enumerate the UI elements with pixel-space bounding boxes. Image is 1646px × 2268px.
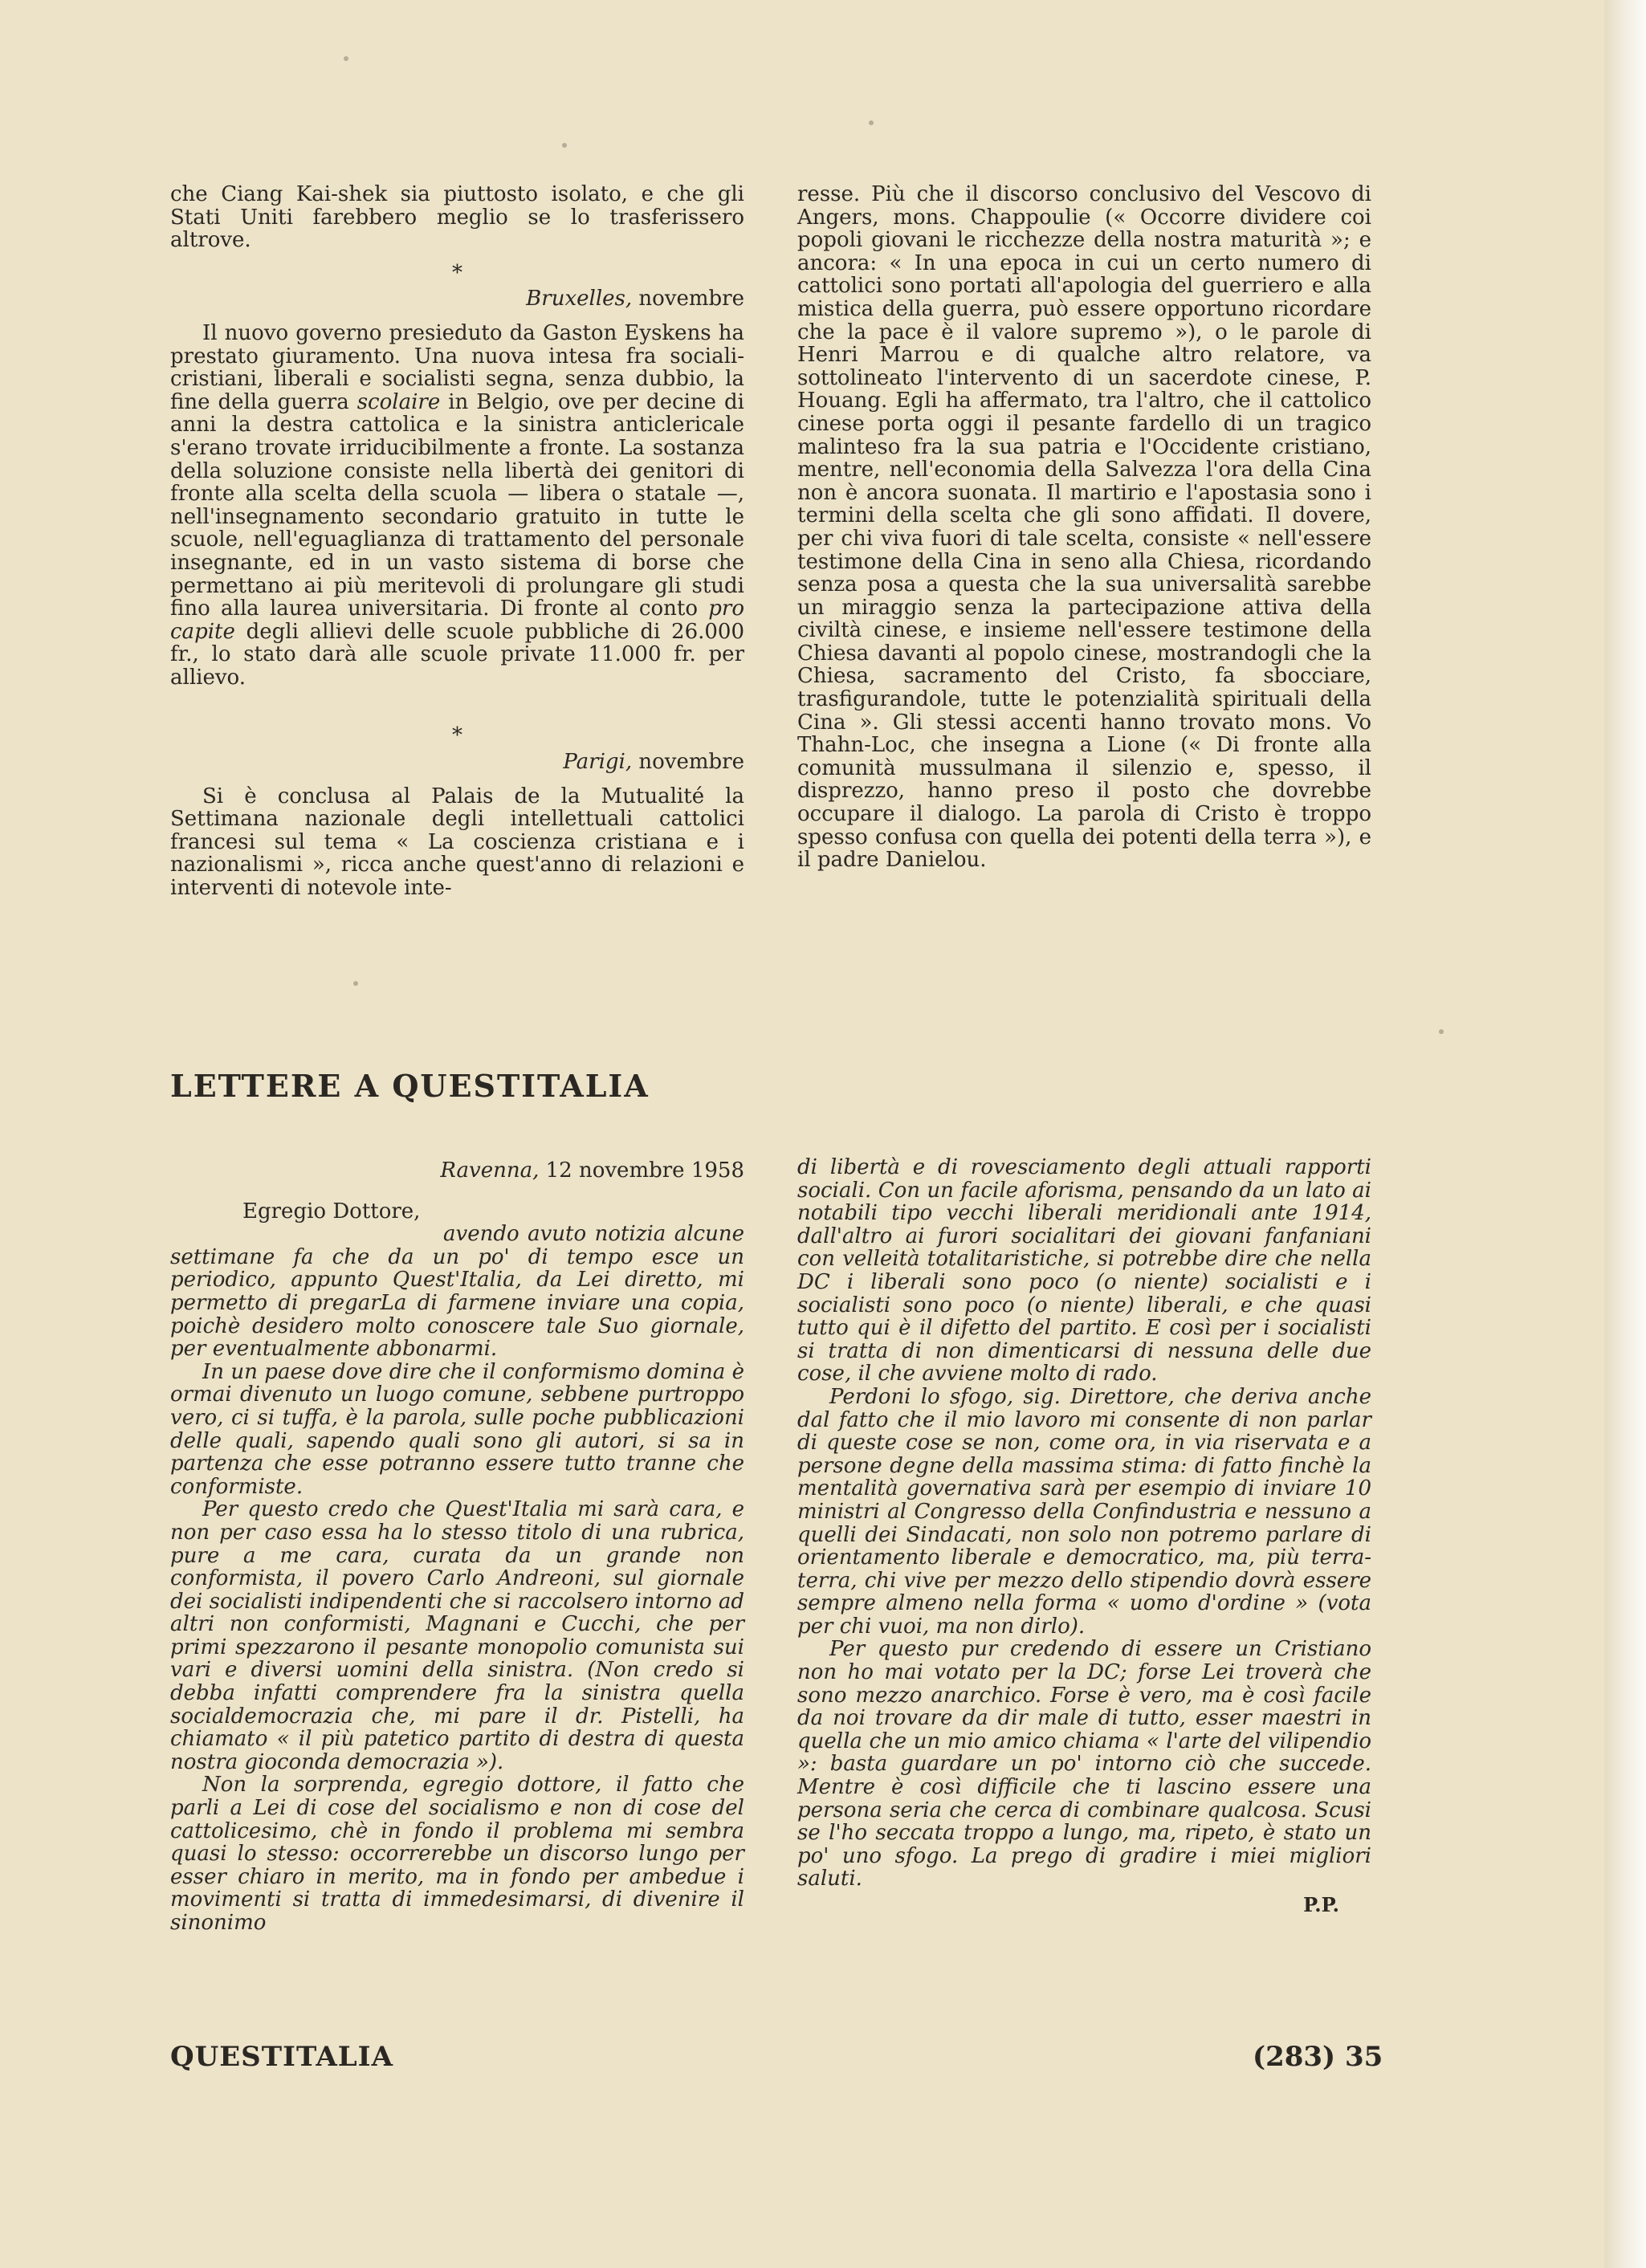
brussels-text: Il nuovo governo presieduto da Gaston Eyskens ha prestato giuramento. Una nuova intesa fra sociali-cristiani, liberali e socialisti segna, senza dubbio, la fine della guerra bbox=[170, 320, 744, 414]
section-separator: * bbox=[452, 260, 462, 285]
paris-paragraph: Si è conclusa al Palais de la Mutualité la Settimana nazionale degli intellettuali cattolici francesi sul tema « La coscienza cristiana e i nazionalismi », ricca anche quest'anno di relazioni e interventi di notevole inte- bbox=[170, 784, 744, 901]
letter-paragraph: Perdoni lo sfogo, sig. Direttore, che deriva anche dal fatto che il mio lavoro mi consente di non parlar di queste cose se non, come ora, in via riservata e a persone degne della massima stima: di fatto finchè la mentalità governativa sarà per esempio di inviare 10 ministri al Congresso della Confindustria e nessuno a quelli dei Sindacati, non solo non potremo parlare di orientamento liberale e democratico, ma, più terra-terra, chi vive per mezzo dello stipendio dovrà essere sempre almeno nella forma « uomo d'ordine » (vota per chi vuoi, ma non dirlo). bbox=[797, 1384, 1371, 1639]
letter-paragraph: In un paese dove dire che il conformismo domina è ormai divenuto un luogo comune, sebbene purtroppo vero, ci si tuffa, è la parola, sulle poche pubblicazioni delle quali, sapendo quali sono gli autori, si sa in partenza che esse potranno essere tutto tranne che conformiste. bbox=[170, 1359, 744, 1499]
dateline-bruxelles bbox=[170, 287, 744, 311]
dateline-parigi bbox=[170, 751, 744, 774]
brussels-italic-2: pro capite bbox=[170, 597, 744, 644]
letter-left-column bbox=[170, 1156, 744, 1935]
section-title: LETTERE A QUESTITALIA bbox=[170, 1068, 650, 1104]
footer-page-number: (283) 35 bbox=[1253, 2041, 1383, 2073]
dateline-place: Bruxelles, bbox=[526, 287, 633, 311]
brussels-paragraph bbox=[170, 322, 744, 690]
letter-paragraph: Per questo pur credendo di essere un Cristiano non ho mai votato per la DC; forse Lei troverà che sono mezzo anarchico. Forse è vero, ma è così facile da noi trovare da dir male di tutto, esser maestri in quella che un mio amico chiama « l'arte del vilipendio »: basta guardare un po' intorno ciò che succede. Mentre è così difficile che ti lascino essere una persona seria che cerca di combinare qualcosa. Scusi se l'ho seccata troppo a lungo, ma, ripeto, è stato un po' uno sfogo. La prego di gradire i miei migliori saluti. bbox=[797, 1637, 1371, 1891]
dateline-month: novembre bbox=[638, 287, 744, 311]
letter-place: Ravenna, bbox=[440, 1158, 540, 1183]
letter-paragraph: Per questo credo che Quest'Italia mi sarà cara, e non per caso essa ha lo stesso titolo di una rubrica, pure a me cara, curata da un grande non conformista, il povero Carlo Andreoni, sul giornale dei socialisti indipendenti che si raccolsero intorno ad altri non conformisti, Magnani e Cucchi, che per primi spezzarono il pesante monopolio comunista sui vari e diversi uomini della sinistra. (Non credo si debba infatti comprendere fra la sinistra quella socialdemocrazia che, mi pare il dr. Pistelli, ha chiamato « il più patetico partito di destra di questa nostra gioconda democrazia »). bbox=[170, 1497, 744, 1774]
letter-paragraph: di libertà e di rovesciamento degli attuali rapporti sociali. Con un facile aforisma, pensando da un lato ai notabili tipo vecchi liberali meridionali ante 1914, dall'altro ai furori socialitari dei giovani fanfaniani con velleità totalitaristiche, si potrebbe dire che nella DC i liberali sono poco (o niente) socialisti e i socialisti sono poco (o niente) liberali, e che quasi tutto qui è il difetto del partito. E così per i socialisti si tratta di non dimenticarsi di nessuna delle due cose, il che avviene molto di rado. bbox=[797, 1155, 1371, 1386]
letter-signature: P.P. bbox=[1303, 1893, 1339, 1916]
letter-dateline bbox=[170, 1159, 744, 1183]
dateline-place-2: Parigi, bbox=[563, 750, 633, 775]
footer-magazine-name: QUESTITALIA bbox=[170, 2041, 393, 2073]
paper-speck bbox=[353, 981, 358, 986]
top-left-column bbox=[170, 183, 744, 900]
letter-paragraph: avendo avuto notizia alcune settimane fa che da un po' di tempo esce un periodico, appunto Quest'Italia, da Lei diretto, mi permetto di pregarLa di farmene inviare una copia, poichè desidero molto conoscere tale Suo giornale, per eventualmente abbonarmi. bbox=[170, 1222, 744, 1362]
letter-date: 12 novembre 1958 bbox=[545, 1158, 744, 1183]
brussels-text-3: degli allievi delle scuole pubbliche di 26.000 fr., lo stato darà alle scuole private 11.000 fr. per allievo. bbox=[170, 619, 744, 690]
brussels-text-2: in Belgio, ove per decine di anni la destra cattolica e la sinistra anticlericale s'erano trovate irriducibilmente a fronte. La sostanza della soluzione consiste nella libertà dei genitori di fronte alla scelta della scuola — libera o statale —, nell'insegnamento secondario gratuito in tutte le scuole, nell'eguaglianza di trattamento del personale insegnante, ed in un vasto sistema di borse che permettano ai più meritevoli di prolungare gli studi fino alla laurea universitaria. Di fronte al conto bbox=[170, 389, 744, 621]
brussels-italic: scolaire bbox=[356, 389, 441, 414]
paper-speck bbox=[1439, 1029, 1444, 1034]
section-separator-2: * bbox=[452, 723, 462, 748]
letter-salutation: Egregio Dottore, bbox=[242, 1199, 421, 1224]
dateline-month-2: novembre bbox=[638, 750, 744, 775]
paris-continuation-paragraph: resse. Più che il discorso conclusivo del Vescovo di Angers, mons. Chappoulie (« Occorre dividere coi popoli giovani le ricchezze della nostra maturità »; e ancora: « In una epoca in cui un certo numero di cattolici sono portati all'apologia del guerriero e alla mistica della guerra, può essere opportuno ricordare che la pace è il valore supremo »), o le parole di Henri Marrou e di qualche altro relatore, va sottolineato l'intervento di un sacerdote cinese, P. Houang. Egli ha affermato, tra l'altro, che il cattolico cinese porta oggi il pesante fardello di un tragico malinteso fra la sua patria e l'Occidente cristiano, mentre, nell'economia della Salvezza l'ora della Cina non è ancora suonata. Il martirio e l'apostasia sono i termini della scelta che gli sono affidati. Il dovere, per chi viva fuori di tale scelta, consiste « nell'essere testimone della Cina in seno alla Chiesa, ricordando senza posa a questa che la sua universalità sarebbe un miraggio senza la partecipazione attiva della civiltà cinese, e insieme nell'essere testimone della Chiesa davanti al popolo cinese, mostrandogli che la Chiesa, sacramento del Cristo, fa sbocciare, trasfigurandole, tutte le potenzialità spirituali della Cina ». Gli stessi accenti hanno trovato mons. Vo Thahn-Loc, che insegna a Lione (« Di fronte alla comunità mussulmana il silenzio e, spesso, il disprezzo, hanno preso il posto che dovrebbe occupare il dialogo. La parola di Cristo è troppo spesso confusa con quella dei potenti della terra »), e il padre Danielou. bbox=[797, 182, 1371, 873]
page-edge bbox=[1604, 0, 1646, 2268]
continuation-paragraph: che Ciang Kai-shek sia piuttosto isolato, e che gli Stati Uniti farebbero meglio se lo trasferissero altrove. bbox=[170, 182, 744, 253]
paper-speck bbox=[344, 56, 348, 61]
letter-paragraph: Non la sorprenda, egregio dottore, il fatto che parli a Lei di cose del socialismo e non di cose del cattolicesimo, chè in fondo il problema mi sembra quasi lo stesso: occorrerebbe un discorso lungo per esser chiaro in merito, ma in fondo per ambedue i movimenti si tratta di immedesimarsi, di divenire il sinonimo bbox=[170, 1773, 744, 1935]
paper-speck bbox=[869, 120, 874, 125]
letter-right-column bbox=[797, 1156, 1371, 1917]
top-right-column bbox=[797, 183, 1371, 872]
paper-speck bbox=[562, 143, 567, 148]
